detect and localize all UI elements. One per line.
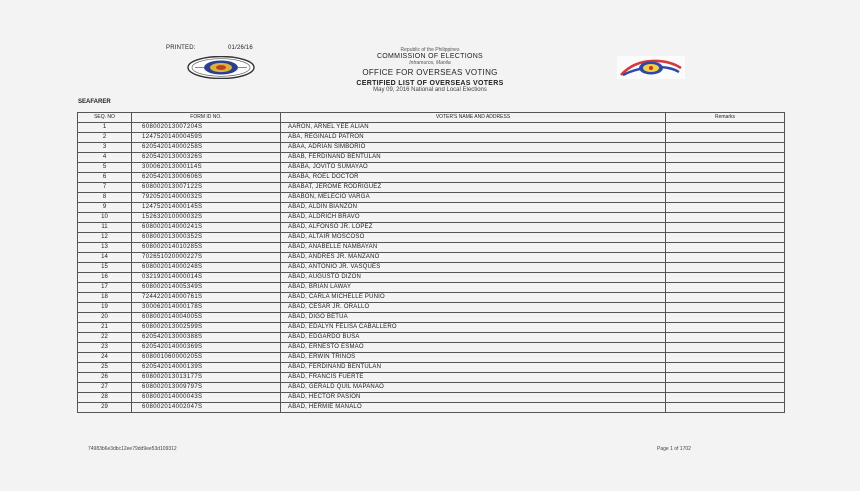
form-id-cell: 608002014000241S bbox=[132, 223, 281, 233]
remarks-cell bbox=[666, 333, 785, 343]
header-office: OFFICE FOR OVERSEAS VOTING bbox=[362, 68, 498, 77]
table-row bbox=[78, 253, 785, 263]
table-row bbox=[78, 273, 785, 283]
form-id-cell: 608002013007204S bbox=[132, 123, 281, 133]
seq-no-cell: 4 bbox=[78, 153, 132, 163]
remarks-cell bbox=[666, 393, 785, 403]
table-row bbox=[78, 353, 785, 363]
comelec-seal-icon bbox=[187, 56, 255, 79]
form-id-cell: 300062013000114S bbox=[132, 163, 281, 173]
seq-no-cell: 6 bbox=[78, 173, 132, 183]
remarks-cell bbox=[666, 203, 785, 213]
seq-no-cell: 19 bbox=[78, 303, 132, 313]
voter-name-cell: ABAD, FERDINAND BENTULAN bbox=[281, 363, 666, 373]
seq-no-cell: 12 bbox=[78, 233, 132, 243]
page-number: Page 1 of 1702 bbox=[657, 446, 691, 452]
table-body bbox=[78, 123, 785, 413]
table-row bbox=[78, 313, 785, 323]
voter-name-cell: ABAD, ANTONIO JR. VASQUES bbox=[281, 263, 666, 273]
remarks-cell bbox=[666, 173, 785, 183]
form-id-cell: 608002014000248S bbox=[132, 263, 281, 273]
table-row bbox=[78, 233, 785, 243]
table-row bbox=[78, 293, 785, 303]
remarks-cell bbox=[666, 283, 785, 293]
form-id-cell: 792052014000032S bbox=[132, 193, 281, 203]
voter-name-cell: ABAD, ALDRICH BRAVO bbox=[281, 213, 666, 223]
remarks-cell bbox=[666, 263, 785, 273]
header-location: Intramuros, Manila bbox=[409, 60, 451, 66]
remarks-cell bbox=[666, 323, 785, 333]
header-remarks: Remarks bbox=[666, 113, 785, 123]
seq-no-cell: 23 bbox=[78, 343, 132, 353]
table-row bbox=[78, 323, 785, 333]
voter-name-cell: ABA, REGINALD PATRON bbox=[281, 133, 666, 143]
voter-name-cell: ABAD, EDGARDO BUSA bbox=[281, 333, 666, 343]
seq-no-cell: 21 bbox=[78, 323, 132, 333]
form-id-cell: 152632010000032S bbox=[132, 213, 281, 223]
remarks-cell bbox=[666, 243, 785, 253]
remarks-cell bbox=[666, 253, 785, 263]
printed-date bbox=[166, 45, 253, 51]
form-id-cell: 620542013000606S bbox=[132, 173, 281, 183]
table-row bbox=[78, 373, 785, 383]
voter-name-cell: ABABA, JOVITO SUMAYAO bbox=[281, 163, 666, 173]
remarks-cell bbox=[666, 313, 785, 323]
voter-name-cell: ABAD, CESAR JR. ORALLO bbox=[281, 303, 666, 313]
remarks-cell bbox=[666, 233, 785, 243]
table-row bbox=[78, 283, 785, 293]
form-id-cell: 608002014005349S bbox=[132, 283, 281, 293]
voter-name-cell: ABAD, GERALD QUIL MAPANAO bbox=[281, 383, 666, 393]
voter-category: SEAFARER bbox=[78, 99, 111, 105]
table-header-row bbox=[78, 113, 785, 123]
table-row bbox=[78, 403, 785, 413]
overseas-voting-logo-icon bbox=[617, 56, 685, 79]
printed-label: PRINTED: bbox=[166, 45, 196, 51]
header-list-title: CERTIFIED LIST OF OVERSEAS VOTERS bbox=[356, 80, 504, 87]
table-row bbox=[78, 333, 785, 343]
seq-no-cell: 3 bbox=[78, 143, 132, 153]
table-row bbox=[78, 263, 785, 273]
table-row bbox=[78, 183, 785, 193]
remarks-cell bbox=[666, 153, 785, 163]
header-election: May 09, 2016 National and Local Elections bbox=[373, 87, 487, 93]
voter-name-cell: ABAD, FRANCIS FUERTE bbox=[281, 373, 666, 383]
voter-name-cell: ABAD, CARLA MICHELLE PUNIO bbox=[281, 293, 666, 303]
seq-no-cell: 10 bbox=[78, 213, 132, 223]
form-id-cell: 620542014000139S bbox=[132, 363, 281, 373]
form-id-cell: 124752014000145S bbox=[132, 203, 281, 213]
remarks-cell bbox=[666, 273, 785, 283]
voter-name-cell: ABAD, AUGUSTO DIZON bbox=[281, 273, 666, 283]
form-id-cell: 608002013009797S bbox=[132, 383, 281, 393]
table-row bbox=[78, 343, 785, 353]
remarks-cell bbox=[666, 303, 785, 313]
voter-name-cell: ABAD, ERNESTO ESMAO bbox=[281, 343, 666, 353]
form-id-cell: 032192014000014S bbox=[132, 273, 281, 283]
form-id-cell: 608002013000352S bbox=[132, 233, 281, 243]
table-row bbox=[78, 243, 785, 253]
remarks-cell bbox=[666, 213, 785, 223]
form-id-cell: 124752014000459S bbox=[132, 133, 281, 143]
remarks-cell bbox=[666, 123, 785, 133]
voter-name-cell: ABAD, DIGO BETUA bbox=[281, 313, 666, 323]
remarks-cell bbox=[666, 343, 785, 353]
header-republic: Republic of the Philippines bbox=[400, 47, 460, 53]
table-row bbox=[78, 363, 785, 373]
remarks-cell bbox=[666, 383, 785, 393]
document-hash: 74983b6e3dbc12ee79dd9ee53d109312 bbox=[88, 446, 177, 452]
remarks-cell bbox=[666, 373, 785, 383]
seq-no-cell: 17 bbox=[78, 283, 132, 293]
seq-no-cell: 11 bbox=[78, 223, 132, 233]
voter-name-cell: AARON, ARNEL YEE ALIAN bbox=[281, 123, 666, 133]
table-row bbox=[78, 123, 785, 133]
remarks-cell bbox=[666, 133, 785, 143]
voter-name-cell: ABABA, ROEL DOCTOR bbox=[281, 173, 666, 183]
seq-no-cell: 1 bbox=[78, 123, 132, 133]
header-commission: COMMISSION OF ELECTIONS bbox=[376, 53, 484, 60]
seq-no-cell: 29 bbox=[78, 403, 132, 413]
remarks-cell bbox=[666, 353, 785, 363]
table-row bbox=[78, 213, 785, 223]
table-row bbox=[78, 223, 785, 233]
form-id-cell: 608002013013177S bbox=[132, 373, 281, 383]
form-id-cell: 724422014000761S bbox=[132, 293, 281, 303]
remarks-cell bbox=[666, 163, 785, 173]
seq-no-cell: 24 bbox=[78, 353, 132, 363]
table-row bbox=[78, 153, 785, 163]
seq-no-cell: 13 bbox=[78, 243, 132, 253]
voter-name-cell: ABAD, HERMIE MANALO bbox=[281, 403, 666, 413]
voter-name-cell: ABAD, ANABELLE NAMBAYAN bbox=[281, 243, 666, 253]
voters-table bbox=[77, 112, 785, 413]
seq-no-cell: 22 bbox=[78, 333, 132, 343]
seq-no-cell: 7 bbox=[78, 183, 132, 193]
voter-name-cell: ABAD, ALDIN BIANZON bbox=[281, 203, 666, 213]
remarks-cell bbox=[666, 193, 785, 203]
seq-no-cell: 5 bbox=[78, 163, 132, 173]
seq-no-cell: 14 bbox=[78, 253, 132, 263]
remarks-cell bbox=[666, 183, 785, 193]
form-id-cell: 608002014000043S bbox=[132, 393, 281, 403]
seq-no-cell: 27 bbox=[78, 383, 132, 393]
voter-name-cell: ABAA, ADRIAN SIMBORIO bbox=[281, 143, 666, 153]
form-id-cell: 620542014000258S bbox=[132, 143, 281, 153]
table-row bbox=[78, 393, 785, 403]
form-id-cell: 300062014000178S bbox=[132, 303, 281, 313]
remarks-cell bbox=[666, 293, 785, 303]
voter-name-cell: ABAD, ANDRES JR. MANZANO bbox=[281, 253, 666, 263]
remarks-cell bbox=[666, 223, 785, 233]
form-id-cell: 608002014002047S bbox=[132, 403, 281, 413]
remarks-cell bbox=[666, 143, 785, 153]
form-id-cell: 620542014000369S bbox=[132, 343, 281, 353]
seq-no-cell: 8 bbox=[78, 193, 132, 203]
table-row bbox=[78, 203, 785, 213]
table-row bbox=[78, 143, 785, 153]
voter-name-cell: ABABAT, JEROME RODRIGUEZ bbox=[281, 183, 666, 193]
remarks-cell bbox=[666, 363, 785, 373]
form-id-cell: 620542013000326S bbox=[132, 153, 281, 163]
header-seq-no: SEQ. NO bbox=[78, 113, 132, 123]
voter-name-cell: ABAD, HECTOR PASION bbox=[281, 393, 666, 403]
voter-name-cell: ABAD, ALTAIR MOSCOSO bbox=[281, 233, 666, 243]
form-id-cell: 620542013000388S bbox=[132, 333, 281, 343]
printed-value: 01/26/16 bbox=[228, 45, 253, 51]
remarks-cell bbox=[666, 403, 785, 413]
header-voter-name: VOTER'S NAME AND ADDRESS bbox=[281, 113, 666, 123]
voter-name-cell: ABAD, EDALYN FELISA CABALLERO bbox=[281, 323, 666, 333]
table-row bbox=[78, 173, 785, 183]
voter-name-cell: ABAD, BRIAN LAWAY bbox=[281, 283, 666, 293]
voter-name-cell: ABAD, ALFONSO JR. LOPEZ bbox=[281, 223, 666, 233]
seq-no-cell: 26 bbox=[78, 373, 132, 383]
form-id-cell: 608002013002599S bbox=[132, 323, 281, 333]
voter-name-cell: ABAD, ERWIN TRINOS bbox=[281, 353, 666, 363]
voter-name-cell: ABABON, MELECIO VARGA bbox=[281, 193, 666, 203]
seq-no-cell: 18 bbox=[78, 293, 132, 303]
form-id-cell: 608001060000205S bbox=[132, 353, 281, 363]
form-id-cell: 702651020000227S bbox=[132, 253, 281, 263]
seq-no-cell: 25 bbox=[78, 363, 132, 373]
table-row bbox=[78, 133, 785, 143]
table-row bbox=[78, 163, 785, 173]
table-row bbox=[78, 193, 785, 203]
form-id-cell: 608002014004005S bbox=[132, 313, 281, 323]
table-row bbox=[78, 303, 785, 313]
header-form-id: FORM ID NO. bbox=[132, 113, 281, 123]
voter-name-cell: ABAB, FERDINAND BENTULAN bbox=[281, 153, 666, 163]
form-id-cell: 608002013007122S bbox=[132, 183, 281, 193]
seq-no-cell: 2 bbox=[78, 133, 132, 143]
table-row bbox=[78, 383, 785, 393]
seq-no-cell: 20 bbox=[78, 313, 132, 323]
seq-no-cell: 16 bbox=[78, 273, 132, 283]
seq-no-cell: 15 bbox=[78, 263, 132, 273]
seq-no-cell: 9 bbox=[78, 203, 132, 213]
form-id-cell: 608002014010285S bbox=[132, 243, 281, 253]
seq-no-cell: 28 bbox=[78, 393, 132, 403]
